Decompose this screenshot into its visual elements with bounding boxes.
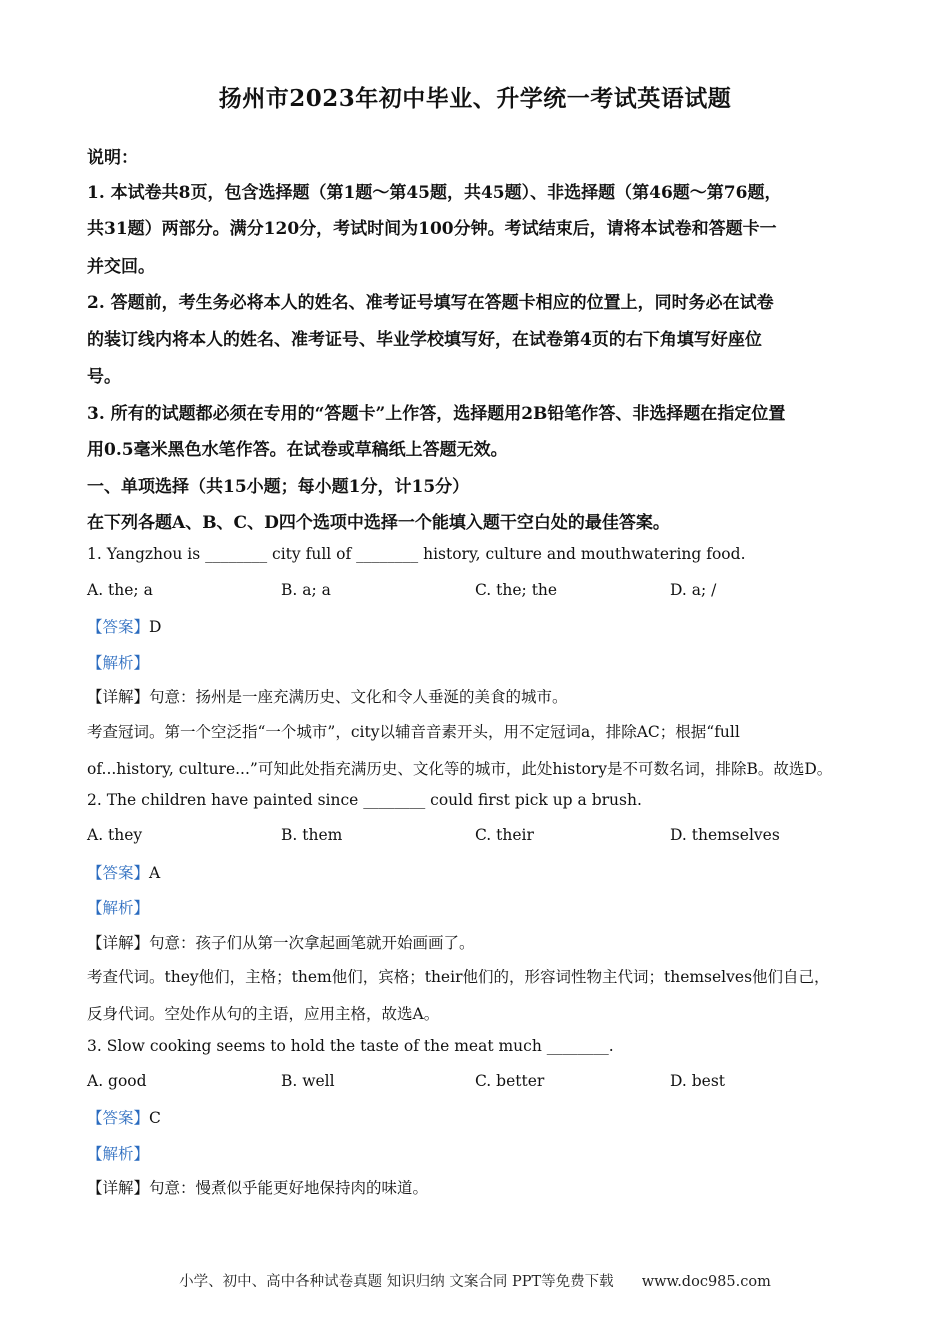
answer-value: D: [149, 618, 162, 636]
option-d: D. best: [670, 1072, 726, 1090]
detail-tag: 【详解】: [87, 1179, 150, 1197]
answer-tag: 【答案】: [87, 618, 150, 636]
detail-line: [87, 1176, 428, 1198]
footer-url[interactable]: www.doc985.com: [641, 1274, 771, 1290]
explanation-line: 考查代词。they他们，主格；them他们，宾格；their他们的，形容词性物主代词；themselves他们自己，: [87, 968, 830, 986]
question-stem: 2. The children have painted since ________ could first pick up a brush.: [87, 791, 642, 809]
footer-text: 小学、初中、高中各种试卷真题 知识归纳 文案合同 PPT等免费下载: [179, 1274, 614, 1290]
analysis-tag: 【解析】: [87, 1145, 150, 1163]
answer-tag: 【答案】: [87, 1109, 150, 1127]
explanation-line: 考查冠词。第一个空泛指“一个城市”，city以辅音音素开头，用不定冠词a，排除AC；根据“full: [87, 723, 740, 741]
option-c: C. better: [475, 1072, 545, 1090]
analysis-line: [87, 1142, 149, 1164]
analysis-line: [87, 896, 149, 918]
option-c: C. their: [475, 826, 534, 844]
instruction-line: 2. 答题前，考生务必将本人的姓名、准考证号填写在答题卡相应的位置上，同时务必在试卷: [87, 293, 774, 313]
section-directions: 在下列各题A、B、C、D四个选项中选择一个能填入题干空白处的最佳答案。: [87, 513, 670, 533]
detail-tag: 【详解】: [87, 934, 150, 952]
option-b: B. them: [281, 826, 343, 844]
question-stem: 1. Yangzhou is ________ city full of ________ history, culture and mouthwatering food.: [87, 545, 746, 563]
option-a: A. the; a: [87, 581, 153, 599]
option-c: C. the; the: [475, 581, 558, 599]
option-b: B. a; a: [281, 581, 331, 599]
analysis-tag: 【解析】: [87, 899, 150, 917]
analysis-line: [87, 651, 149, 673]
instruction-line: 共31题）两部分。满分120分，考试时间为100分钟。考试结束后，请将本试卷和答题卡一: [87, 219, 777, 239]
option-b: B. well: [281, 1072, 335, 1090]
answer-tag: 【答案】: [87, 864, 150, 882]
detail-text: 句意：慢煮似乎能更好地保持肉的味道。: [149, 1179, 429, 1197]
answer-line: [87, 861, 160, 883]
detail-tag: 【详解】: [87, 688, 150, 706]
explanation-line: of...history, culture...”可知此处指充满历史、文化等的城市，此处history是不可数名词，排除B。故选D。: [87, 760, 833, 778]
answer-line: [87, 1106, 161, 1128]
instruction-line: 号。: [87, 367, 121, 387]
instruction-line: 的装订线内将本人的姓名、准考证号、毕业学校填写好，在试卷第4页的右下角填写好座位: [87, 330, 762, 350]
instructions-heading: 说明：: [87, 148, 138, 168]
detail-text: 句意：扬州是一座充满历史、文化和令人垂涎的美食的城市。: [149, 688, 568, 706]
option-d: D. themselves: [670, 826, 780, 844]
detail-line: [87, 931, 475, 953]
detail-text: 句意：孩子们从第一次拿起画笔就开始画画了。: [149, 934, 475, 952]
answer-value: C: [149, 1109, 161, 1127]
detail-line: [87, 685, 568, 707]
analysis-tag: 【解析】: [87, 654, 150, 672]
section-heading: 一、单项选择（共15小题；每小题1分，计15分）: [87, 477, 470, 497]
page-title: 扬州市2023年初中毕业、升学统一考试英语试题: [218, 85, 732, 112]
instruction-line: 1. 本试卷共8页，包含选择题（第1题～第45题，共45题）、非选择题（第46题～第76题，: [87, 183, 782, 203]
page-footer: [0, 1270, 950, 1291]
instruction-line: 并交回。: [87, 257, 155, 277]
instruction-line: 3. 所有的试题都必须在专用的“答题卡”上作答，选择题用2B铅笔作答、非选择题在指定位置: [87, 404, 786, 424]
option-a: A. good: [87, 1072, 147, 1090]
explanation-line: 反身代词。空处作从句的主语，应用主格，故选A。: [87, 1005, 440, 1023]
answer-value: A: [149, 864, 161, 882]
option-d: D. a; /: [670, 581, 717, 599]
option-a: A. they: [87, 826, 143, 844]
answer-line: [87, 615, 161, 637]
question-stem: 3. Slow cooking seems to hold the taste of the meat much ________.: [87, 1037, 614, 1055]
instruction-line: 用0.5毫米黑色水笔作答。在试卷或草稿纸上答题无效。: [87, 440, 508, 460]
